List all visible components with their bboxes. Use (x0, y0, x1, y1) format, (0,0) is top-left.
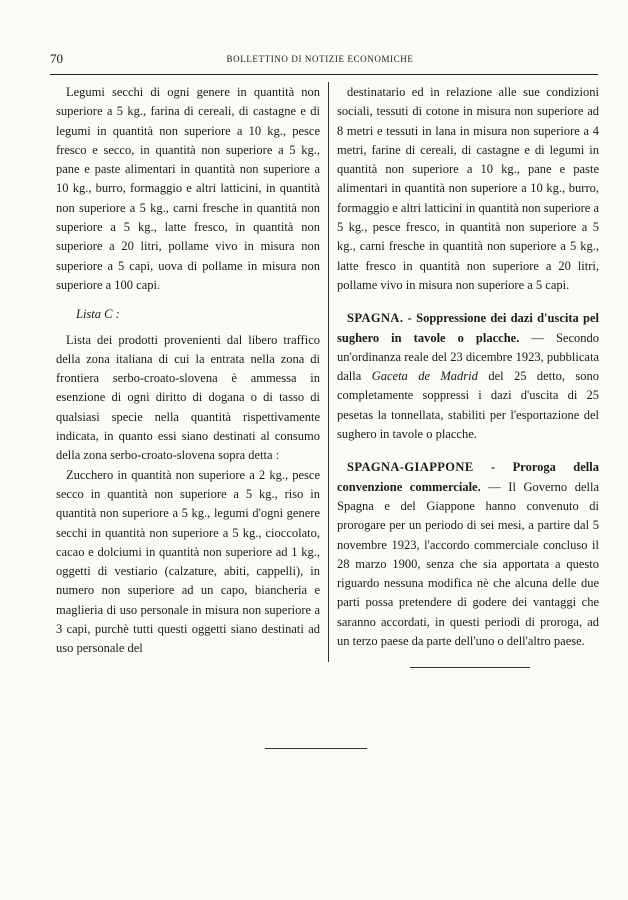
header-rule (50, 74, 598, 75)
spagna-giappone-text: — Il Governo della Spagna e del Giappone hanno convenuto di prorogare per un periodo di sei mesi, a partire dal 5 novembre 1923, l'accordo commerciale concluso il 28 marzo 1900, senza che sia apportata a questo riguardo nessuna modifica nè che alcuna delle due parti possa pretendere di godere dei vantaggi che saranno accordati, in questi periodi di proroga, ad un terzo paese da parte dell'uno o dell'altro paese. (337, 479, 599, 649)
running-title: BOLLETTINO DI NOTIZIE ECONOMICHE (226, 54, 414, 64)
page-end-rule (265, 748, 367, 749)
left-paragraph-2: Lista dei prodotti provenienti dal libero traffico della zona italiana di cui la entrata nella zona di frontiera serbo-croato-slovena è ammessa in esenzione di ogni diritto di dogana o di tasso di qualsiasi specie nella quantità rispettivamente indicata, in quanto essi siano destinati al consumo della zona serbo-croato-slovena sopra detta : (56, 332, 320, 463)
spagna-giappone-title: - Proroga della convenzione commerciale. (337, 460, 600, 494)
spagna-country: SPAGNA. (347, 311, 404, 326)
spagna-title: - Soppressione dei dazi d'uscita pel sughero in tavole o placche. (337, 311, 599, 345)
left-paragraph-1: Legumi secchi di ogni genere in quantità non superiore a 5 kg., farina di cereali, di castagne e di legumi in quantità non superiore a 10 kg., pesce fresco e secco, in quantità non superiore a 5 kg., pane e paste alimentari in quantità non superiore a 10 kg., burro, formaggio e altri latticini, in quantità non superiore a 5 kg., carni fresche in quantità non superiore a 5 kg., latte fresco, in quantità non superiore a 20 litri, pollame vivo in misura non superiore a 5 capi, uova di pollame in misura non superiore a 100 capi. (56, 85, 320, 292)
spagna-text-before: — Secondo un'ordinanza reale del 23 dicembre 1923, pubblicata dalla (337, 330, 599, 384)
left-paragraph-3: Zucchero in quantità non superiore a 2 kg., pesce secco in quantità non superiore a 5 kg., riso in quantità non superiore a 5 kg., legumi d'ogni genere secchi in quantità non superiore a 5 kg., cioccolato, cacao e dolciumi in quantità non superiore ad 1 kg., oggetti di vestiario (calzature, abiti, cappelli), in numero non superiore ad un capo, biancheria e maglieria di uso personale in misura non superiore a 3 capi, purchè tutti questi oggetti siano destinati ad uso personale del (56, 467, 320, 656)
spagna-publication: Gaceta de Madrid (371, 369, 478, 384)
right-paragraph-1: destinatario ed in relazione alle sue condizioni sociali, tessuti di cotone in misura non superiore ad 8 metri e tessuti in lana in misura non superiore a 4 metri, farine di cereali, di castagne e di legumi in quantità non superiore a 10 kg., pane e paste alimentari in quantità non superiore a 10 kg., burro, formaggio e altri latticini in quantità non superiore a 5 kg., pesce fresco, in quantità non superiore a 5 kg., carni fresche in quantità non superiore a 5 kg., latte fresco in quantità non superiore a 20 litri, pollame vivo in misura non superiore a 5 capi. (337, 85, 599, 292)
column-divider (328, 82, 329, 662)
spagna-text-after: del 25 detto, sono completamente soppressi i dazi d'uscita di 25 pesetas la tonnellata, stabiliti per l'esportazione del sughero in tavole o placche. (337, 369, 600, 442)
left-column (56, 83, 320, 659)
lista-c-heading: Lista C : (76, 307, 120, 322)
page-number: 70 (50, 51, 63, 66)
right-column (337, 83, 599, 651)
spagna-giappone-country: SPAGNA-GIAPPONE (347, 460, 474, 475)
spagna-giappone-section (337, 458, 599, 651)
spagna-section (337, 309, 599, 444)
section-end-rule (410, 667, 530, 668)
